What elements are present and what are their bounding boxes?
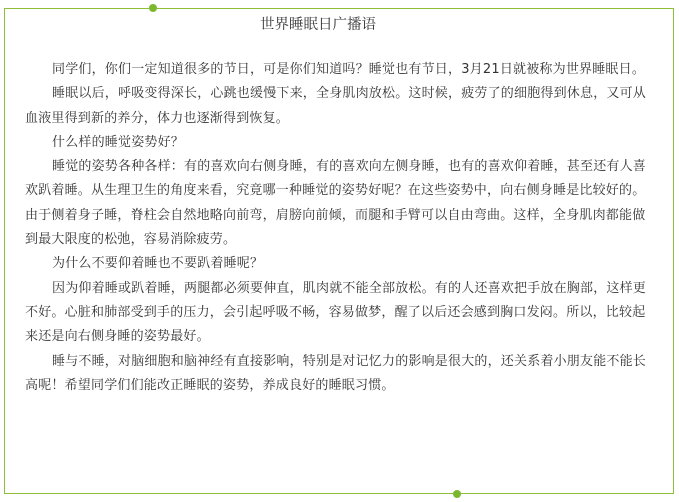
document-title: 世界睡眠日广播语 bbox=[260, 17, 376, 33]
paragraph-conclusion: 睡与不睡，对脑细胞和脑神经有直接影响，特别是对记忆力的影响是很大的，还关系着小朋友能不能长高呢！希望同学们们能改正睡眠的姿势，养成良好的睡眠习惯。 bbox=[25, 353, 647, 393]
paragraph-question-why: 为什么不要仰着睡也不要趴着睡呢？ bbox=[52, 256, 264, 272]
paragraph-question-posture: 什么样的睡觉姿势好？ bbox=[52, 134, 185, 150]
paragraph-sleep-effects: 睡眠以后，呼吸变得深长，心跳也缓慢下来，全身肌肉放松。这时候，疲劳了的细胞得到休息，又可从血液里得到新的养分，体力也逐渐得到恢复。 bbox=[25, 86, 647, 126]
paragraph-why-explanation: 因为仰着睡或趴着睡，两腿都必须要伸直，肌肉就不能全部放松。有的人还喜欢把手放在胸部，这样更不好。心脏和肺部受到手的压力，会引起呼吸不畅，容易做梦，醒了以后还会感到胸口发闷。所以，比较起来还是向右侧身睡的姿势最好。 bbox=[25, 280, 647, 345]
top-dot-ornament bbox=[149, 4, 157, 12]
paragraph-intro: 同学们，你们一定知道很多的节日，可是你们知道吗？睡觉也有节日，3月21日就被称为世界睡眠日。 bbox=[52, 62, 646, 77]
paragraph-posture-explanation: 睡觉的姿势各种各样：有的喜欢向右侧身睡，有的喜欢向左侧身睡，也有的喜欢仰着睡，甚至还有人喜欢趴着睡。从生理卫生的角度来看，究竟哪一种睡觉的姿势好呢？在这些姿势中，向右侧身睡是比较好的。由于侧着身子睡，脊柱会自然地略向前弯，肩膀向前倾，而腿和手臂可以自由弯曲。这样，全身肌肉都能做到最大限度的松弛，容易消除疲劳。 bbox=[25, 159, 647, 248]
document-body bbox=[25, 58, 653, 398]
bottom-dot-ornament bbox=[453, 490, 461, 498]
